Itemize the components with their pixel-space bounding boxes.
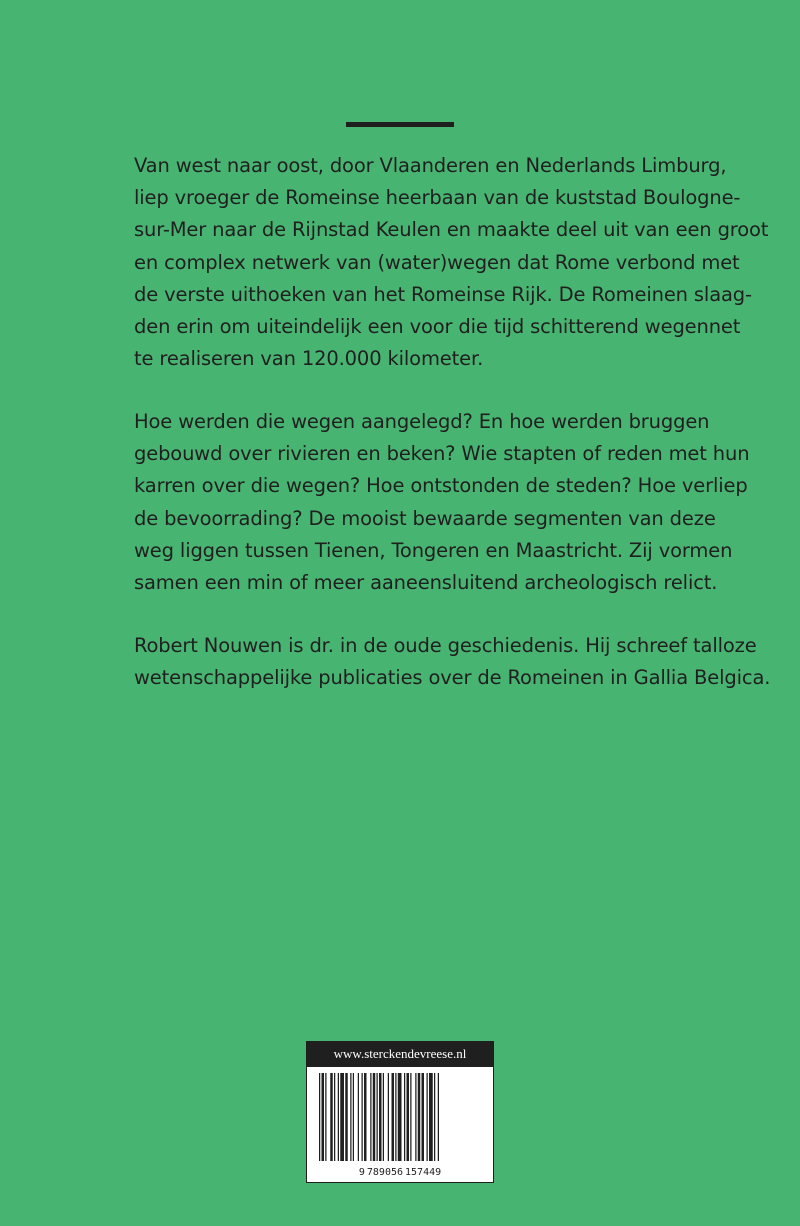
barcode-bar: [340, 1073, 344, 1161]
barcode-bars: [319, 1073, 483, 1161]
barcode-bar: [398, 1073, 402, 1161]
blurb-line: den erin om uiteindelijk een voor die tijd schitterend wegennet: [134, 315, 741, 339]
barcode-bar: [364, 1073, 367, 1161]
barcode-bar: [358, 1073, 359, 1161]
barcode-bar: [353, 1073, 354, 1161]
barcode-bar: [418, 1073, 421, 1161]
barcode-bar: [377, 1073, 378, 1161]
barcode-bar: [395, 1073, 396, 1161]
blurb-line: Van west naar oost, door Vlaanderen en Nederlands Limburg,: [134, 154, 727, 177]
barcode-bar: [319, 1073, 320, 1161]
blurb-line: en complex netwerk van (water)wegen dat Rome verbond met: [134, 250, 740, 274]
barcode-bar: [338, 1073, 339, 1161]
blurb-line: gebouwd over rivieren en beken? Wie stapten of reden met hun: [134, 442, 750, 466]
barcode-bar: [429, 1073, 433, 1161]
barcode-bar: [373, 1073, 376, 1161]
barcode-bar: [350, 1073, 351, 1161]
isbn-digit-left: 789056: [366, 1167, 404, 1178]
blurb-line: samen een min of meer aaneensluitend archeologisch relict.: [134, 571, 718, 595]
blurb-line: karren over die wegen? Hoe ontstonden de steden? Hoe verliep: [134, 474, 748, 498]
barcode-bar: [407, 1073, 410, 1161]
barcode-bar: [325, 1073, 326, 1161]
decorative-rule: [346, 122, 454, 127]
blurb-paragraph-1: [134, 150, 768, 375]
barcode-bar: [379, 1073, 382, 1161]
barcode-bar: [410, 1073, 411, 1161]
blurb-line: Hoe werden die wegen aangelegd? En hoe werden bruggen: [134, 410, 710, 433]
barcode-bar: [438, 1073, 439, 1161]
blurb-line: sur-Mer naar de Rijnstad Keulen en maakte deel uit van een groot: [134, 218, 769, 242]
barcode-bar: [322, 1073, 325, 1161]
isbn-digit-right: 157449: [405, 1167, 442, 1178]
barcode-bar: [362, 1073, 363, 1161]
barcode-bar: [370, 1073, 371, 1161]
barcode-bar: [388, 1073, 389, 1161]
barcode-bar: [427, 1073, 428, 1161]
blurb-line: liep vroeger de Romeinse heerbaan van de kuststad Boulogne-: [134, 186, 741, 210]
barcode-bar: [434, 1073, 435, 1161]
bio-line: wetenschappelijke publicaties over de Romeinen in Gallia Belgica.: [134, 666, 771, 690]
barcode-bar: [383, 1073, 384, 1161]
barcode-bar: [345, 1073, 348, 1161]
author-bio: [134, 630, 770, 694]
barcode-bar: [334, 1073, 335, 1161]
barcode-bar: [330, 1073, 333, 1161]
isbn-digit-prefix: 9: [358, 1167, 365, 1178]
barcode-bar: [415, 1073, 416, 1161]
publisher-url: www.sterckendevreese.nl: [306, 1041, 494, 1067]
blurb-line: weg liggen tussen Tienen, Tongeren en Maastricht. Zij vormen: [134, 538, 733, 562]
blurb-line: de verste uithoeken van het Romeinse Rijk. De Romeinen slaag-: [134, 282, 752, 306]
barcode-bar: [422, 1073, 425, 1161]
barcode-bar: [404, 1073, 405, 1161]
blurb-paragraph-2: [134, 406, 749, 599]
barcode-area: [306, 1067, 494, 1183]
blurb-line: de bevoorrading? De mooist bewaarde segmenten van deze: [134, 506, 716, 530]
blurb-line: te realiseren van 120.000 kilometer.: [134, 347, 484, 371]
isbn-barcode: [306, 1041, 494, 1183]
isbn-digits: [307, 1167, 493, 1178]
bio-line: Robert Nouwen is dr. in de oude geschiedenis. Hij schreef talloze: [134, 634, 757, 657]
barcode-bar: [392, 1073, 395, 1161]
